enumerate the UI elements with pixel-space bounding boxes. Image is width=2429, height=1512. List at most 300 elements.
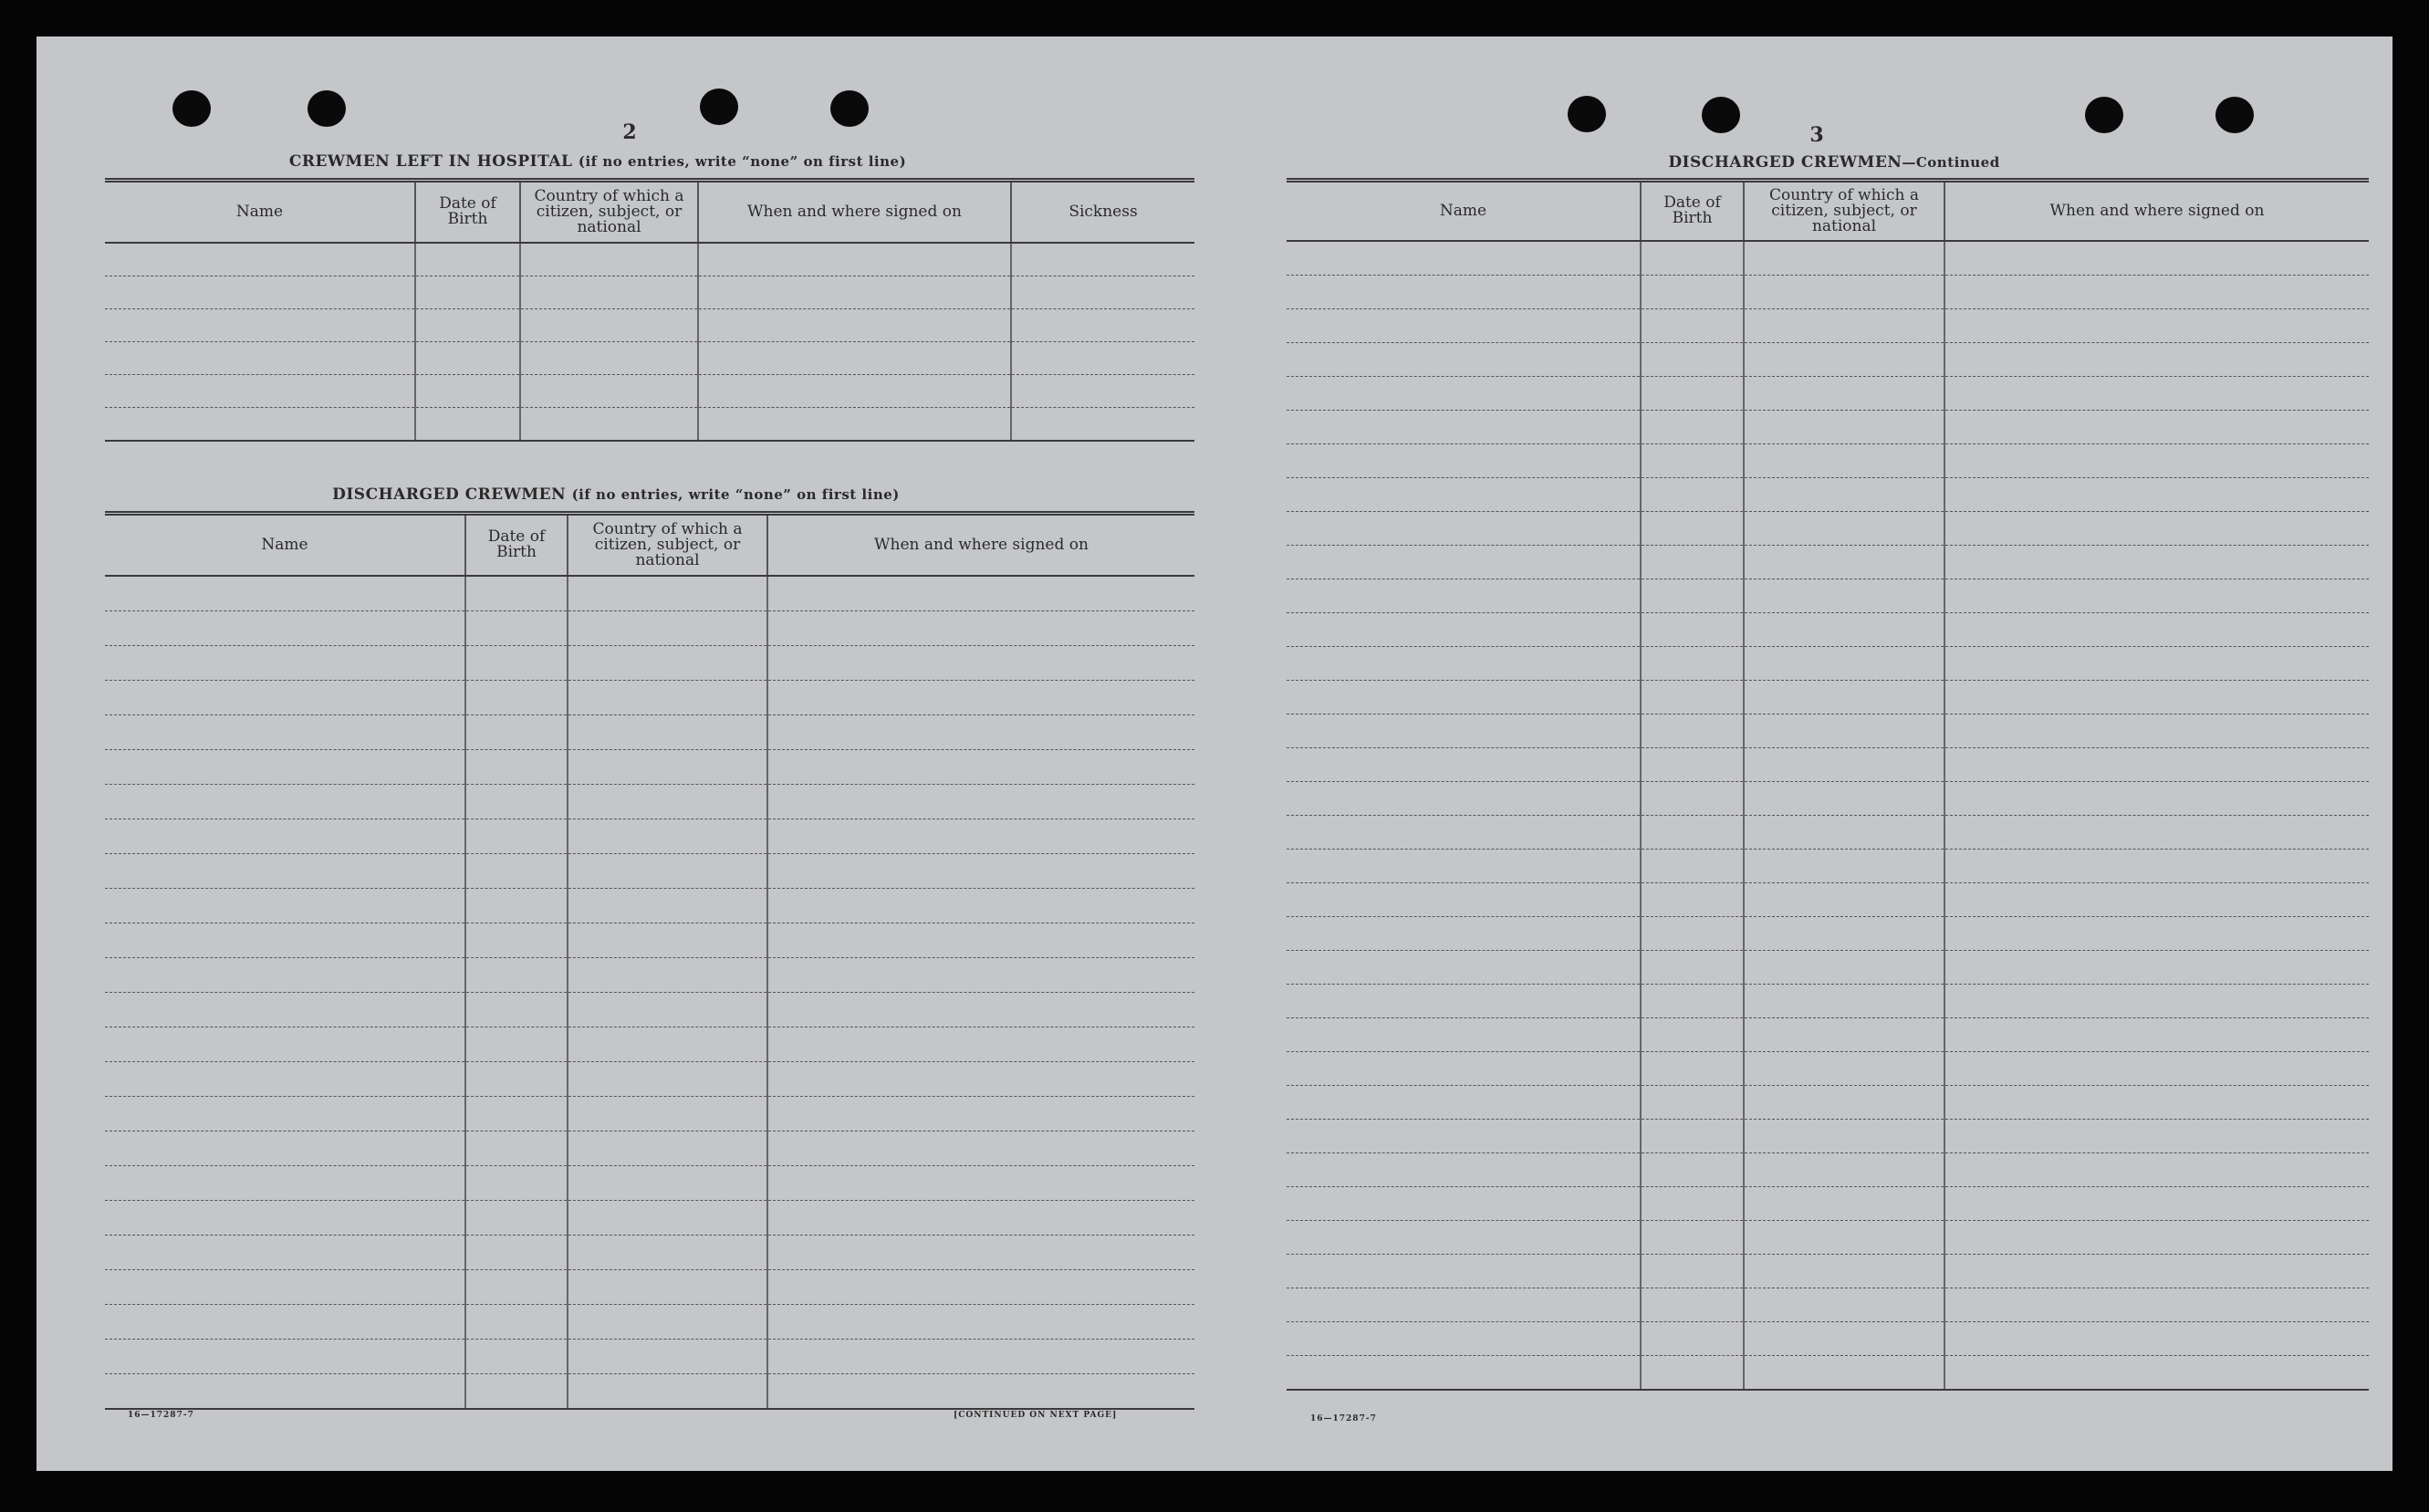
blank-entry-cell (568, 888, 767, 923)
blank-entry-cell (1287, 545, 1641, 579)
punch-hole (1702, 97, 1740, 133)
column-header-date-of-birth: Date of Birth (415, 181, 520, 243)
blank-entry-cell (1641, 815, 1744, 849)
blank-entry-cell (1744, 680, 1944, 714)
blank-entry-cell (1287, 882, 1641, 916)
section-title-text: DISCHARGED CREWMEN (1668, 153, 1903, 172)
blank-entry-cell (520, 308, 698, 341)
blank-entry-cell (698, 308, 1011, 341)
blank-entry-cell (767, 1304, 1194, 1339)
blank-entry-cell (1287, 950, 1641, 984)
blank-entry-cell (1011, 407, 1194, 441)
blank-entry-cell (1011, 374, 1194, 407)
blank-entry-cell (1744, 1119, 1944, 1152)
blank-entry-cell (568, 819, 767, 853)
blank-entry-cell (568, 610, 767, 645)
table-row (105, 1373, 1194, 1409)
blank-entry-cell (1641, 950, 1744, 984)
blank-entry-cell (105, 1096, 465, 1131)
column-header-name: Name (105, 181, 415, 243)
blank-entry-cell (1944, 241, 2369, 276)
blank-entry-cell (568, 1200, 767, 1235)
blank-entry-cell (465, 645, 568, 680)
blank-entry-cell (105, 374, 415, 407)
blank-entry-cell (465, 992, 568, 1027)
table-row (1287, 511, 2369, 545)
blank-entry-cell (767, 645, 1194, 680)
table-row (105, 610, 1194, 645)
blank-entry-cell (568, 957, 767, 992)
blank-entry-cell (1944, 984, 2369, 1017)
blank-entry-cell (767, 1165, 1194, 1200)
blank-entry-cell (568, 853, 767, 888)
blank-entry-cell (767, 1269, 1194, 1304)
blank-entry-cell (1641, 308, 1744, 342)
table-row (1287, 950, 2369, 984)
table-row (105, 714, 1194, 749)
blank-entry-cell (1744, 646, 1944, 680)
blank-entry-cell (1641, 1085, 1744, 1119)
blank-entry-cell (1744, 1152, 1944, 1186)
table-row (105, 853, 1194, 888)
blank-entry-cell (1944, 1254, 2369, 1288)
blank-entry-cell (1641, 1321, 1744, 1355)
column-header-signed-on: When and where signed on (698, 181, 1011, 243)
blank-entry-cell (1944, 916, 2369, 950)
table-row (1287, 1186, 2369, 1220)
blank-entry-cell (1287, 308, 1641, 342)
blank-entry-cell (1744, 1085, 1944, 1119)
blank-entry-cell (105, 1061, 465, 1096)
blank-entry-cell (698, 341, 1011, 374)
blank-entry-cell (1287, 984, 1641, 1017)
table-row (105, 341, 1194, 374)
blank-entry-cell (105, 1200, 465, 1235)
table-row (1287, 342, 2369, 376)
page-number: 3 (1809, 123, 1824, 147)
blank-entry-cell (767, 1061, 1194, 1096)
blank-entry-cell (1744, 1321, 1944, 1355)
table-row (105, 680, 1194, 714)
blank-entry-cell (1944, 1051, 2369, 1085)
blank-entry-cell (1944, 747, 2369, 781)
section-title-text: DISCHARGED CREWMEN (332, 485, 567, 504)
blank-entry-cell (767, 576, 1194, 611)
blank-entry-cell (1944, 511, 2369, 545)
blank-entry-cell (1287, 1355, 1641, 1390)
table-row (105, 308, 1194, 341)
blank-entry-cell (1944, 1152, 2369, 1186)
blank-entry-cell (568, 1304, 767, 1339)
blank-entry-cell (105, 1339, 465, 1373)
blank-entry-cell (1641, 342, 1744, 376)
table-row (105, 1027, 1194, 1061)
blank-entry-cell (1641, 646, 1744, 680)
blank-entry-cell (1287, 680, 1641, 714)
blank-entry-cell (465, 610, 568, 645)
blank-entry-cell (568, 1096, 767, 1131)
blank-entry-cell (1287, 443, 1641, 477)
blank-entry-cell (520, 407, 698, 441)
blank-entry-cell (1287, 747, 1641, 781)
blank-entry-cell (465, 957, 568, 992)
blank-entry-cell (767, 1235, 1194, 1269)
blank-entry-cell (1744, 1355, 1944, 1390)
table-row (105, 407, 1194, 441)
blank-entry-cell (105, 1373, 465, 1409)
blank-entry-cell (1944, 882, 2369, 916)
blank-entry-cell (465, 923, 568, 957)
blank-entry-cell (1744, 1288, 1944, 1321)
blank-entry-cell (1011, 308, 1194, 341)
table-row (1287, 241, 2369, 276)
table-row (1287, 1085, 2369, 1119)
blank-entry-cell (465, 784, 568, 819)
blank-entry-cell (1944, 612, 2369, 646)
table-row (1287, 1152, 2369, 1186)
page-number: 2 (622, 120, 637, 144)
blank-entry-cell (1744, 815, 1944, 849)
table-row (1287, 477, 2369, 511)
blank-entry-cell (568, 1339, 767, 1373)
blank-entry-cell (1944, 1321, 2369, 1355)
table-row (1287, 579, 2369, 612)
blank-entry-cell (1744, 882, 1944, 916)
table-row (105, 992, 1194, 1027)
blank-entry-cell (465, 1339, 568, 1373)
form-number: 16—17287-7 (128, 1411, 194, 1420)
table-row (105, 1304, 1194, 1339)
table-row (105, 819, 1194, 853)
blank-entry-cell (1944, 781, 2369, 815)
blank-entry-cell (767, 1096, 1194, 1131)
table-row (1287, 1017, 2369, 1051)
blank-entry-cell (767, 610, 1194, 645)
column-header-date-of-birth: Date of Birth (465, 514, 568, 576)
blank-entry-cell (415, 276, 520, 308)
blank-entry-cell (1641, 443, 1744, 477)
blank-entry-cell (1287, 275, 1641, 308)
blank-entry-cell (520, 341, 698, 374)
blank-entry-cell (767, 1131, 1194, 1165)
blank-entry-cell (1744, 849, 1944, 882)
blank-entry-cell (1744, 612, 1944, 646)
blank-entry-cell (105, 957, 465, 992)
table-row (105, 1269, 1194, 1304)
blank-entry-cell (465, 1373, 568, 1409)
blank-entry-cell (415, 374, 520, 407)
blank-entry-cell (1744, 477, 1944, 511)
blank-entry-cell (1744, 410, 1944, 443)
table-row (1287, 1119, 2369, 1152)
table-row (1287, 308, 2369, 342)
blank-entry-cell (1944, 1288, 2369, 1321)
table-row (1287, 882, 2369, 916)
blank-entry-cell (1287, 241, 1641, 276)
blank-entry-cell (105, 1304, 465, 1339)
blank-entry-cell (1944, 443, 2369, 477)
blank-entry-cell (1287, 916, 1641, 950)
section-note: (if no entries, write “none” on first line) (571, 486, 900, 503)
blank-entry-cell (1944, 815, 2369, 849)
blank-entry-cell (1944, 1085, 2369, 1119)
blank-entry-cell (568, 714, 767, 749)
blank-entry-cell (767, 888, 1194, 923)
table-row (105, 1165, 1194, 1200)
blank-entry-cell (1287, 815, 1641, 849)
blank-entry-cell (1744, 1254, 1944, 1288)
table-row (105, 1200, 1194, 1235)
blank-entry-cell (1641, 241, 1744, 276)
blank-entry-cell (1944, 376, 2369, 410)
punch-hole (2215, 97, 2254, 133)
table-row (105, 749, 1194, 784)
punch-hole (172, 90, 211, 127)
blank-entry-cell (1641, 1152, 1744, 1186)
blank-entry-cell (1011, 341, 1194, 374)
table-row (1287, 646, 2369, 680)
blank-entry-cell (698, 276, 1011, 308)
blank-entry-cell (465, 819, 568, 853)
section-title-discharged-continued (1287, 153, 2382, 172)
blank-entry-cell (568, 923, 767, 957)
section-title-discharged (105, 485, 1127, 504)
blank-entry-cell (1944, 342, 2369, 376)
blank-entry-cell (105, 819, 465, 853)
blank-entry-cell (1641, 1288, 1744, 1321)
table-row (1287, 680, 2369, 714)
blank-entry-cell (520, 276, 698, 308)
blank-entry-cell (1744, 1220, 1944, 1254)
table-row (1287, 1321, 2369, 1355)
section-note: (if no entries, write “none” on first line) (578, 153, 907, 170)
blank-entry-cell (105, 1165, 465, 1200)
discharged-table (105, 511, 1194, 1410)
table-row (1287, 376, 2369, 410)
blank-entry-cell (1641, 477, 1744, 511)
blank-entry-cell (568, 1235, 767, 1269)
blank-entry-cell (767, 680, 1194, 714)
column-header-name: Name (105, 514, 465, 576)
blank-entry-cell (415, 308, 520, 341)
form-number: 16—17287-7 (1310, 1414, 1377, 1423)
blank-entry-cell (1287, 1017, 1641, 1051)
table-row (105, 1061, 1194, 1096)
table-row (105, 243, 1194, 276)
blank-entry-cell (1944, 1186, 2369, 1220)
blank-entry-cell (767, 784, 1194, 819)
blank-entry-cell (767, 1200, 1194, 1235)
blank-entry-cell (1287, 1186, 1641, 1220)
blank-entry-cell (767, 1373, 1194, 1409)
blank-entry-cell (465, 576, 568, 611)
punch-hole (830, 90, 869, 127)
blank-entry-cell (465, 1165, 568, 1200)
blank-entry-cell (1287, 1152, 1641, 1186)
table-row (105, 1131, 1194, 1165)
table-row (1287, 1220, 2369, 1254)
blank-entry-cell (105, 749, 465, 784)
table-row (105, 784, 1194, 819)
blank-entry-cell (105, 680, 465, 714)
blank-entry-cell (767, 749, 1194, 784)
blank-entry-cell (1287, 1220, 1641, 1254)
table-row (105, 1339, 1194, 1373)
blank-entry-cell (1944, 477, 2369, 511)
blank-entry-cell (1641, 1254, 1744, 1288)
blank-entry-cell (105, 714, 465, 749)
blank-entry-cell (105, 853, 465, 888)
blank-entry-cell (1944, 308, 2369, 342)
blank-entry-cell (105, 276, 415, 308)
blank-entry-cell (415, 243, 520, 276)
blank-entry-cell (1287, 477, 1641, 511)
blank-entry-cell (1744, 714, 1944, 747)
table-row (1287, 410, 2369, 443)
blank-entry-cell (465, 1027, 568, 1061)
blank-entry-cell (105, 308, 415, 341)
punch-hole (1568, 96, 1606, 132)
blank-entry-cell (105, 645, 465, 680)
blank-entry-cell (520, 243, 698, 276)
blank-entry-cell (1641, 545, 1744, 579)
blank-entry-cell (1944, 1220, 2369, 1254)
blank-entry-cell (105, 243, 415, 276)
blank-entry-cell (568, 645, 767, 680)
blank-entry-cell (105, 1027, 465, 1061)
table-row (1287, 443, 2369, 477)
blank-entry-cell (465, 1235, 568, 1269)
blank-entry-cell (1641, 680, 1744, 714)
blank-entry-cell (465, 714, 568, 749)
form-paper (36, 36, 2393, 1471)
blank-entry-cell (698, 374, 1011, 407)
blank-entry-cell (465, 1304, 568, 1339)
table-row (1287, 1288, 2369, 1321)
table-row (105, 276, 1194, 308)
blank-entry-cell (105, 888, 465, 923)
table-row (1287, 916, 2369, 950)
blank-entry-cell (465, 1131, 568, 1165)
blank-entry-cell (105, 923, 465, 957)
blank-entry-cell (1287, 1254, 1641, 1288)
table-row (1287, 275, 2369, 308)
table-row (105, 645, 1194, 680)
hospital-table (105, 178, 1194, 442)
blank-entry-cell (568, 1269, 767, 1304)
section-title-text: CREWMEN LEFT IN HOSPITAL (288, 152, 573, 171)
blank-entry-cell (105, 1131, 465, 1165)
blank-entry-cell (568, 1027, 767, 1061)
blank-entry-cell (1744, 241, 1944, 276)
blank-entry-cell (767, 714, 1194, 749)
blank-entry-cell (105, 407, 415, 441)
blank-entry-cell (1287, 342, 1641, 376)
blank-entry-cell (767, 992, 1194, 1027)
blank-entry-cell (1944, 545, 2369, 579)
column-header-country: Country of which a citizen, subject, or national (568, 514, 767, 576)
blank-entry-cell (465, 680, 568, 714)
table-row (1287, 1254, 2369, 1288)
blank-entry-cell (1944, 714, 2369, 747)
blank-entry-cell (465, 1061, 568, 1096)
continued-note: [CONTINUED ON NEXT PAGE] (954, 1411, 1118, 1420)
blank-entry-cell (1641, 714, 1744, 747)
blank-entry-cell (1011, 276, 1194, 308)
section-note: —Continued (1902, 154, 2000, 171)
blank-entry-cell (465, 853, 568, 888)
blank-entry-cell (465, 1096, 568, 1131)
blank-entry-cell (1287, 849, 1641, 882)
blank-entry-cell (1944, 646, 2369, 680)
blank-entry-cell (1744, 545, 1944, 579)
blank-entry-cell (105, 1235, 465, 1269)
blank-entry-cell (1641, 1051, 1744, 1085)
blank-entry-cell (767, 957, 1194, 992)
table-row (1287, 781, 2369, 815)
blank-entry-cell (1641, 747, 1744, 781)
blank-entry-cell (1944, 950, 2369, 984)
column-header-name: Name (1287, 181, 1641, 241)
blank-entry-cell (520, 374, 698, 407)
column-header-signed-on: When and where signed on (1944, 181, 2369, 241)
blank-entry-cell (1641, 916, 1744, 950)
blank-entry-cell (1744, 308, 1944, 342)
blank-entry-cell (1744, 1186, 1944, 1220)
blank-entry-cell (105, 1269, 465, 1304)
table-row (105, 1096, 1194, 1131)
blank-entry-cell (1744, 1017, 1944, 1051)
blank-entry-cell (465, 888, 568, 923)
table-row (1287, 1355, 2369, 1390)
table-row (1287, 1051, 2369, 1085)
blank-entry-cell (1744, 950, 1944, 984)
table-row (1287, 612, 2369, 646)
blank-entry-cell (698, 407, 1011, 441)
blank-entry-cell (1641, 882, 1744, 916)
blank-entry-cell (1641, 1220, 1744, 1254)
blank-entry-cell (1744, 579, 1944, 612)
column-header-country: Country of which a citizen, subject, or national (520, 181, 698, 243)
blank-entry-cell (105, 341, 415, 374)
blank-entry-cell (1744, 747, 1944, 781)
blank-entry-cell (568, 784, 767, 819)
column-header-signed-on: When and where signed on (767, 514, 1194, 576)
blank-entry-cell (105, 992, 465, 1027)
punch-hole (700, 89, 738, 125)
blank-entry-cell (1944, 410, 2369, 443)
table-row (105, 1235, 1194, 1269)
blank-entry-cell (1641, 511, 1744, 545)
blank-entry-cell (1641, 612, 1744, 646)
punch-hole (2085, 97, 2123, 133)
blank-entry-cell (1641, 1355, 1744, 1390)
column-header-date-of-birth: Date of Birth (1641, 181, 1744, 241)
table-row (105, 576, 1194, 611)
blank-entry-cell (767, 1027, 1194, 1061)
blank-entry-cell (1944, 1355, 2369, 1390)
blank-entry-cell (568, 992, 767, 1027)
blank-entry-cell (415, 341, 520, 374)
blank-entry-cell (568, 1373, 767, 1409)
blank-entry-cell (465, 1269, 568, 1304)
blank-entry-cell (568, 576, 767, 611)
blank-entry-cell (698, 243, 1011, 276)
blank-entry-cell (568, 1061, 767, 1096)
blank-entry-cell (1744, 916, 1944, 950)
blank-entry-cell (1641, 849, 1744, 882)
blank-entry-cell (767, 1339, 1194, 1373)
